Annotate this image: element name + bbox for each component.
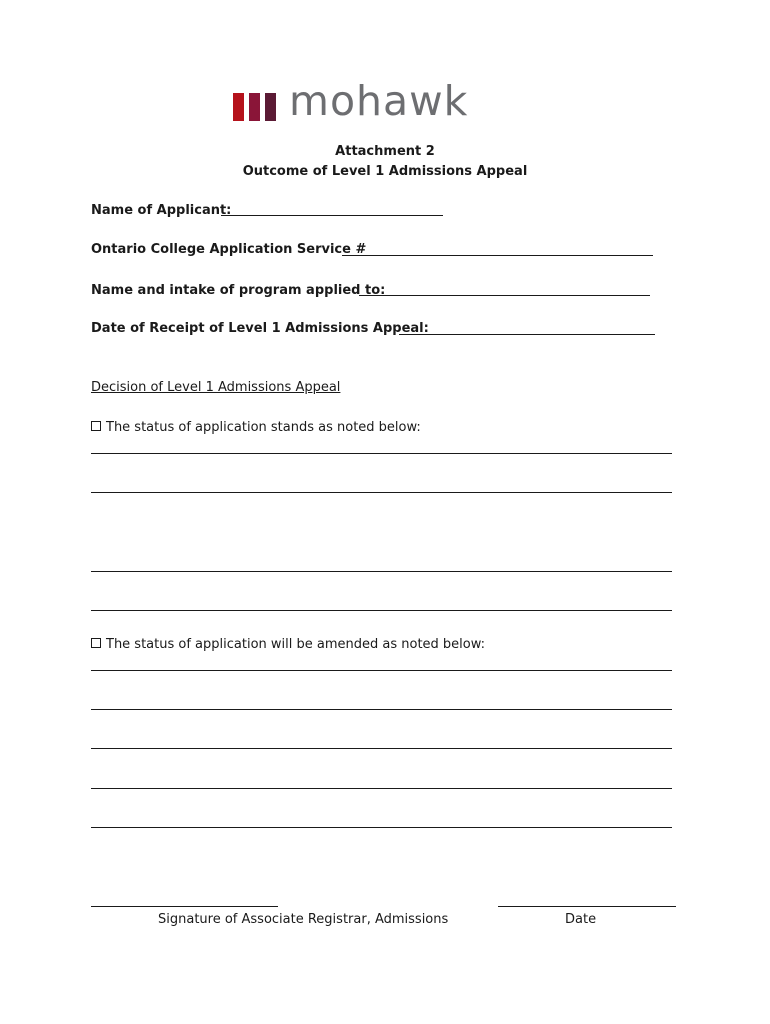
ocas-number-field[interactable] — [342, 255, 653, 256]
option-amended — [91, 638, 485, 651]
signature-line[interactable] — [91, 906, 278, 907]
date-line[interactable] — [498, 906, 676, 907]
stands-line[interactable] — [91, 453, 672, 454]
stands-line[interactable] — [91, 492, 672, 493]
amended-line[interactable] — [91, 709, 672, 710]
amended-checkbox[interactable] — [91, 638, 101, 648]
mohawk-logo — [233, 77, 538, 125]
applicant-name-field[interactable] — [221, 215, 443, 216]
signature-label: Signature of Associate Registrar, Admissions — [158, 912, 449, 927]
logo-bar — [249, 93, 260, 121]
receipt-date-field[interactable] — [399, 334, 655, 335]
option-stands-label: The status of application stands as noted below: — [106, 420, 421, 435]
amended-line[interactable] — [91, 748, 672, 749]
option-stands — [91, 421, 421, 434]
stands-line[interactable] — [91, 571, 672, 572]
program-field[interactable] — [359, 295, 650, 296]
page-title: Outcome of Level 1 Admissions Appeal — [242, 164, 528, 179]
logo-bar — [233, 93, 244, 121]
attachment-label: Attachment 2 — [335, 144, 435, 159]
date-label: Date — [565, 912, 597, 927]
amended-line[interactable] — [91, 788, 672, 789]
stands-checkbox[interactable] — [91, 421, 101, 431]
applicant-name-label: Name of Applicant: — [91, 203, 232, 218]
amended-line[interactable] — [91, 827, 672, 828]
option-amended-label: The status of application will be amended as noted below: — [106, 637, 486, 652]
decision-heading: Decision of Level 1 Admissions Appeal — [91, 380, 341, 395]
amended-line[interactable] — [91, 670, 672, 671]
ocas-number-label: Ontario College Application Service # — [91, 242, 367, 257]
logo-wordmark: mohawk — [289, 77, 469, 125]
logo-bar — [265, 93, 276, 121]
stands-line[interactable] — [91, 610, 672, 611]
logo-bars-icon — [233, 93, 277, 121]
receipt-date-label: Date of Receipt of Level 1 Admissions Appeal: — [91, 321, 429, 336]
program-label: Name and intake of program applied to: — [91, 283, 386, 298]
